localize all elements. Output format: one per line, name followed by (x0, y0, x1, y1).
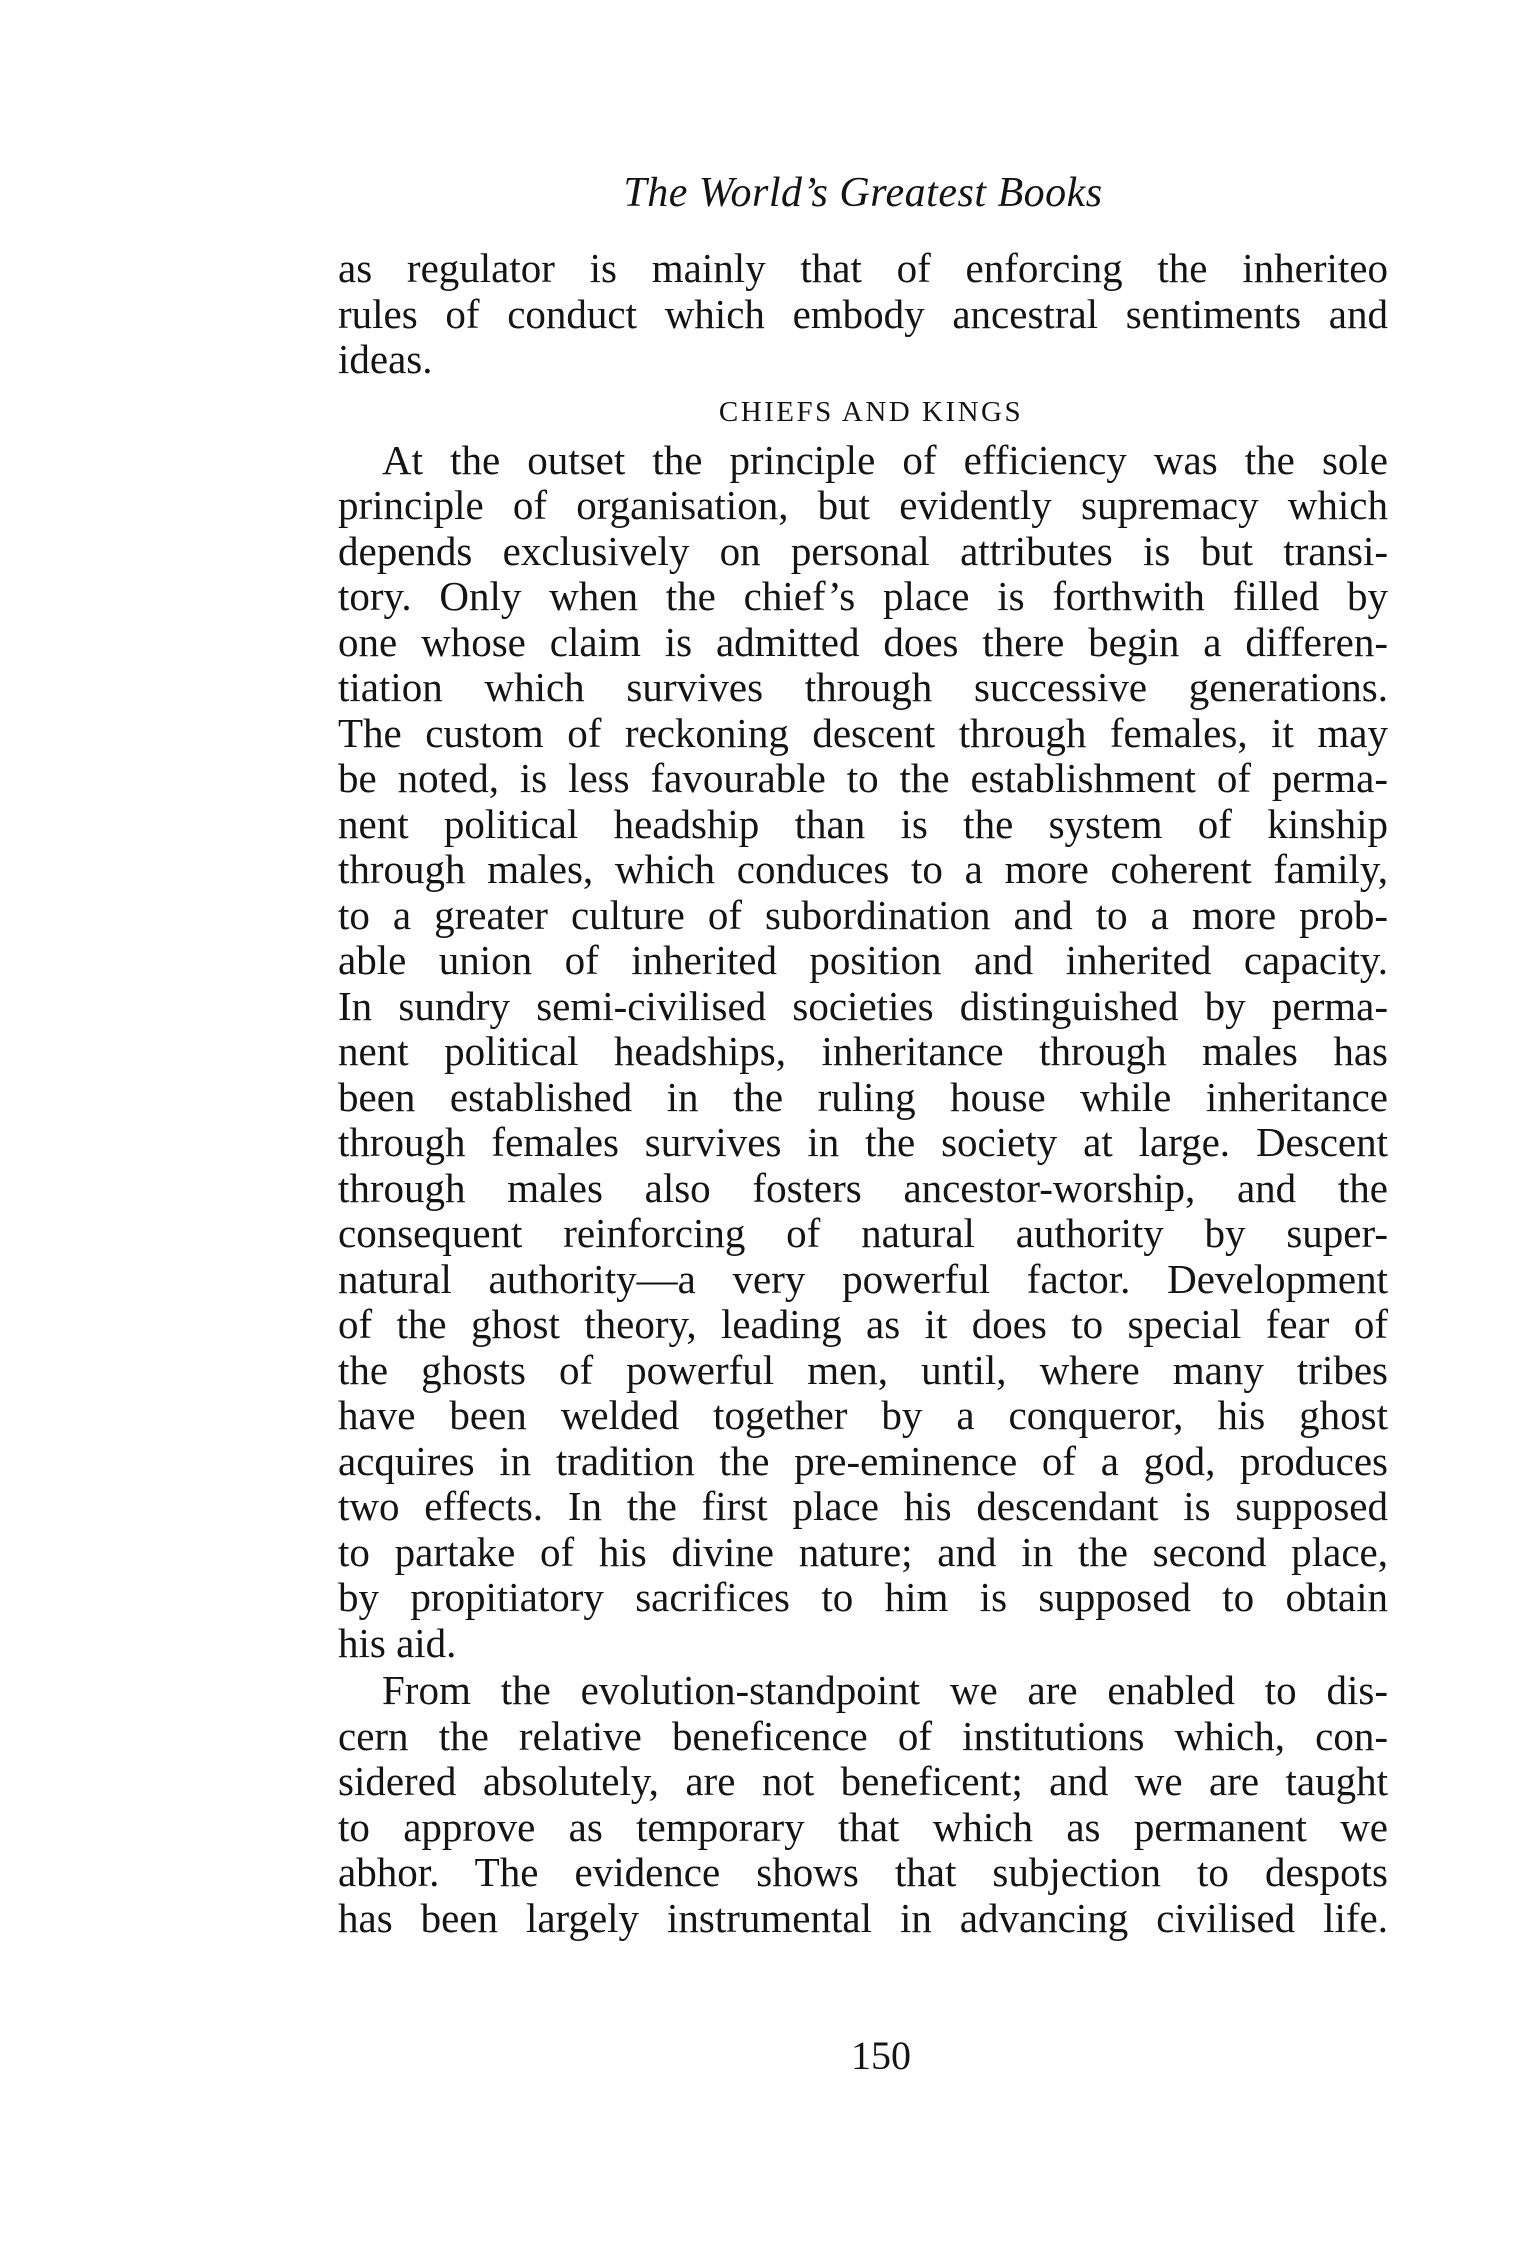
text-line: through females survives in the society at large. Descent (338, 1119, 1388, 1165)
text-line: abhor. The evidence shows that subjection to despots (338, 1849, 1388, 1895)
section-heading: CHIEFS AND KINGS (718, 395, 1024, 428)
text-line: through males also fosters ancestor-worship, and the (338, 1164, 1388, 1211)
text-line: the ghosts of powerful men, until, where many tribes (338, 1346, 1388, 1393)
text-line: natural authority—a very powerful factor. Development (338, 1255, 1388, 1302)
opening-paragraph (338, 246, 1388, 383)
text-line: one whose claim is admitted does there begin a differen- (338, 618, 1388, 665)
text-line: principle of organisation, but evidently supremacy which (338, 482, 1388, 528)
text-line: of the ghost theory, leading as it does to special fear of (338, 1301, 1388, 1347)
text-line: depends exclusively on personal attributes is but transi- (338, 527, 1388, 574)
text-line: consequent reinforcing of natural authority by super- (338, 1210, 1388, 1256)
text-line: his aid. (338, 1619, 457, 1666)
text-line: through males, which conduces to a more coherent family, (338, 846, 1388, 892)
text-line: by propitiatory sacrifices to him is supposed to obtain (338, 1574, 1388, 1620)
body-text (338, 246, 1388, 1941)
text-line: sidered absolutely, are not beneficent; and we are taught (338, 1758, 1388, 1804)
text-line: acquires in tradition the pre-eminence of a god, produces (338, 1437, 1388, 1484)
text-line: tiation which survives through successive generations. (338, 664, 1388, 710)
text-line: has been largely instrumental in advancing civilised life. (338, 1894, 1388, 1941)
text-line: ideas. (338, 336, 433, 382)
paragraph-evolution (338, 1668, 1388, 1941)
text-line: nent political headship than is the system of kinship (338, 800, 1388, 847)
running-head: The World’s Greatest Books (623, 170, 1103, 216)
text-line: be noted, is less favourable to the establishment of perma- (338, 755, 1388, 801)
text-line: to partake of his divine nature; and in the second place, (338, 1528, 1388, 1575)
text-line: to a greater culture of subordination and to a more prob- (338, 891, 1388, 938)
text-line: two effects. In the first place his descendant is supposed (338, 1483, 1388, 1529)
text-line: to approve as temporary that which as permanent we (338, 1803, 1388, 1850)
text-line: From the evolution-standpoint we are enabled to dis- (382, 1667, 1388, 1713)
text-line: tory. Only when the chief’s place is forthwith filled by (338, 573, 1388, 619)
text-line: able union of inherited position and inherited capacity. (338, 937, 1388, 983)
text-line: cern the relative beneficence of institutions which, con- (338, 1712, 1388, 1759)
paragraph-chiefs (338, 438, 1388, 1667)
text-line: rules of conduct which embody ancestral sentiments and (338, 290, 1388, 337)
text-line: At the outset the principle of efficiency was the sole (382, 436, 1388, 483)
text-line: have been welded together by a conqueror, his ghost (338, 1392, 1388, 1438)
text-line: been established in the ruling house while inheritance (338, 1073, 1388, 1120)
text-line: nent political headships, inheritance through males has (338, 1028, 1388, 1074)
text-line: The custom of reckoning descent through females, it may (338, 709, 1388, 756)
text-line: as regulator is mainly that of enforcing the inheriteo (338, 245, 1388, 291)
text-line: In sundry semi-civilised societies distinguished by perma- (338, 982, 1388, 1029)
page-number: 150 (851, 2033, 911, 2078)
